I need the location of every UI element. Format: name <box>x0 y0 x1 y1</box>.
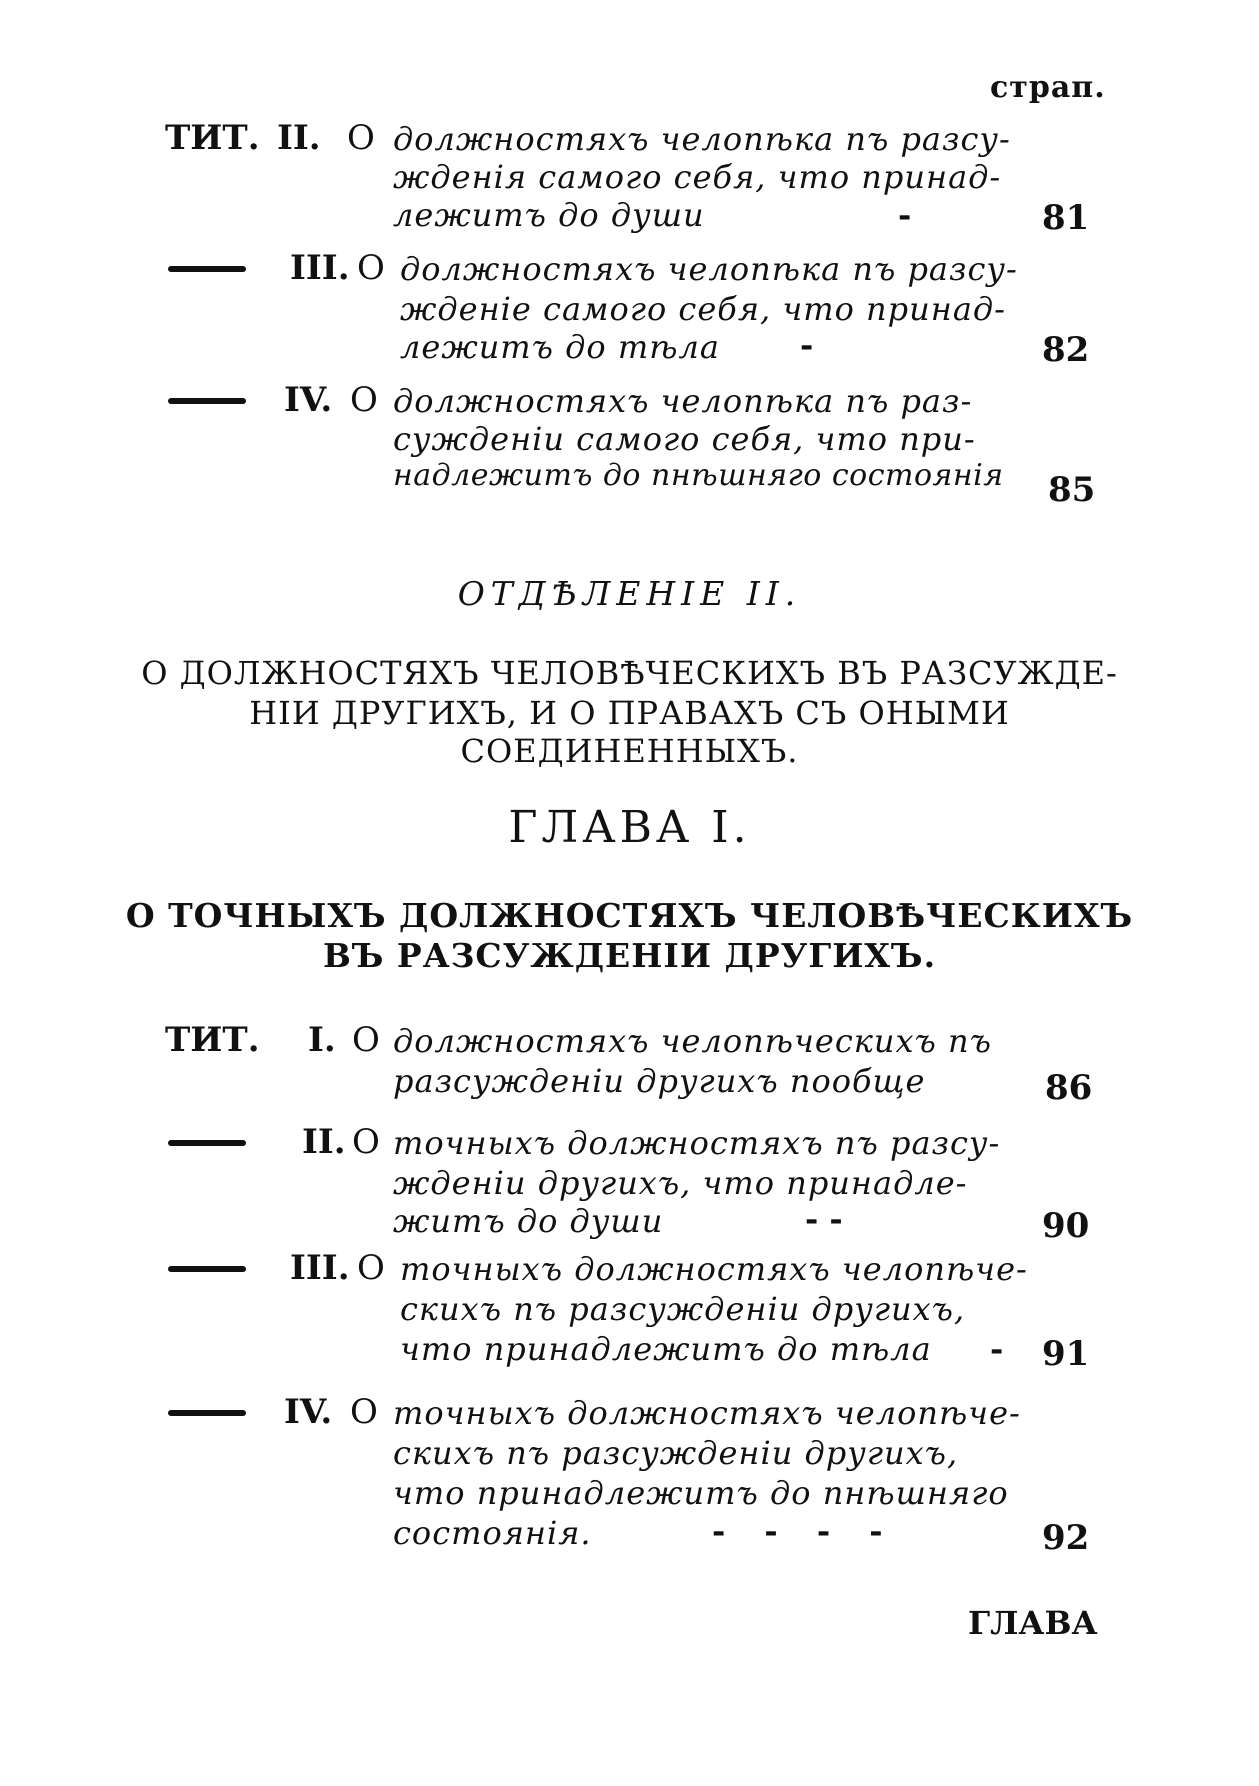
entry-text-line: жденіе самого себя, что принад- <box>400 290 1006 328</box>
chapter-subtitle-line: О ТОЧНЫХЪ ДОЛЖНОСТЯХЪ ЧЕЛОВѢЧЕСКИХЪ <box>125 896 1134 935</box>
entry-text-line: надлежитъ до пнѣшняго состоянія <box>393 458 1004 493</box>
page-number: 82 <box>1042 330 1090 370</box>
entry-text-line: точныхъ должностяхъ челопѣче- <box>400 1250 1028 1288</box>
entry-o: О <box>352 1020 380 1060</box>
entry-number: III. <box>290 248 350 288</box>
entry-text-line: скихъ пъ разсужденіи другихъ, <box>393 1434 959 1472</box>
entry-o: О <box>357 1248 385 1288</box>
chapter-heading: ГЛАВА I. <box>508 802 751 853</box>
entry-text-line: точныхъ должностяхъ пъ разсу- <box>393 1124 1001 1162</box>
dot-leader: - <box>898 196 912 234</box>
dot-leader: - <box>990 1330 1004 1368</box>
entry-text-line: лежитъ до души <box>393 196 705 234</box>
entry-text-line: что принадлежитъ до тѣла <box>400 1330 932 1368</box>
entry-text-line: скихъ пъ разсужденіи другихъ, <box>400 1290 966 1328</box>
entry-number: IV. <box>284 380 333 420</box>
page-number: 85 <box>1048 470 1096 510</box>
section-subtitle-line: НІИ ДРУГИХЪ, И О ПРАВАХЪ СЪ ОНЫМИ <box>249 694 1010 732</box>
section-subtitle-line: О ДОЛЖНОСТЯХЪ ЧЕЛОВѢЧЕСКИХЪ ВЪ РАЗСУЖДЕ- <box>141 654 1118 692</box>
entry-text-line: должностяхъ челопѣческихъ пъ <box>393 1022 992 1060</box>
entry-o: О <box>350 1392 378 1432</box>
dot-leader: - <box>800 326 814 364</box>
entry-label: ТИТ. <box>165 1020 260 1060</box>
entry-number: IV. <box>284 1392 333 1432</box>
entry-text-line: должностяхъ челопѣка пъ разсу- <box>400 250 1018 288</box>
section-subtitle-line: СОЕДИНЕННЫХЪ. <box>460 732 799 770</box>
entry-o: О <box>347 118 375 158</box>
running-head: страп. <box>990 70 1106 105</box>
entry-text-line: что принадлежитъ до пнѣшняго <box>393 1474 1009 1512</box>
entry-number: I. <box>308 1020 336 1060</box>
ditto-dash <box>168 1266 246 1272</box>
entry-o: О <box>350 380 378 420</box>
entry-text-line: лежитъ до тѣла <box>400 328 720 366</box>
entry-text-line: жденія самого себя, что принад- <box>393 158 1002 196</box>
catchword: ГЛАВА <box>968 1604 1098 1642</box>
page-number: 90 <box>1042 1206 1090 1246</box>
entry-label: ТИТ. <box>165 118 260 158</box>
dot-leader: - - - - <box>712 1512 897 1550</box>
entry-text-line: сужденіи самого себя, что при- <box>393 420 976 458</box>
page-number: 81 <box>1042 198 1090 238</box>
page-number: 92 <box>1042 1518 1090 1558</box>
entry-o: О <box>352 1122 380 1162</box>
entry-number: II. <box>302 1122 346 1162</box>
entry-text-line: точныхъ должностяхъ челопѣче- <box>393 1394 1021 1432</box>
section-heading: ОТДѢЛЕНІЕ II. <box>457 574 802 613</box>
ditto-dash <box>168 1140 246 1146</box>
page-number: 86 <box>1045 1068 1093 1108</box>
ditto-dash <box>168 398 246 404</box>
page-number: 91 <box>1042 1334 1090 1374</box>
entry-text-line: житъ до души <box>393 1202 664 1240</box>
entry-text-line: должностяхъ челопѣка пъ раз- <box>393 382 973 420</box>
entry-number: II. <box>277 118 321 158</box>
entry-text-line: состоянія. <box>393 1514 592 1552</box>
ditto-dash <box>168 266 246 272</box>
entry-text-line: жденіи другихъ, что принадле- <box>393 1164 968 1202</box>
dot-leader: - - <box>805 1200 843 1238</box>
ditto-dash <box>168 1410 246 1416</box>
entry-o: О <box>357 248 385 288</box>
entry-number: III. <box>290 1248 350 1288</box>
entry-text-line: разсужденіи другихъ пообще <box>393 1062 926 1100</box>
chapter-subtitle-line: ВЪ РАЗСУЖДЕНІИ ДРУГИХЪ. <box>322 936 937 975</box>
entry-text-line: должностяхъ челопѣка пъ разсу- <box>393 120 1011 158</box>
